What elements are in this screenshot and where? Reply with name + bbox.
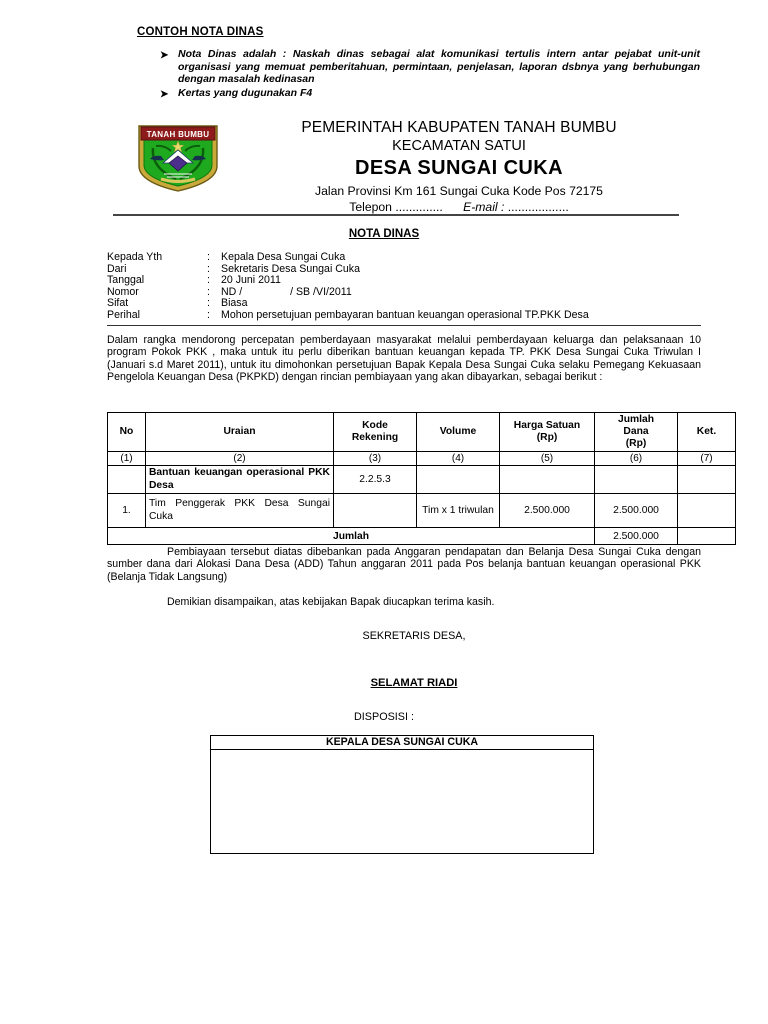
list-item xyxy=(160,48,700,86)
col-header-line2: (Rp) xyxy=(536,432,558,443)
disposisi-label: DISPOSISI : xyxy=(354,711,414,723)
email-dots: .................. xyxy=(507,200,569,214)
body-paragraph-2: Pembiayaan tersebut diatas dibebankan pada Anggaran pendapatan dan Belanja Desa Sungai Cuka dengan sumber dana dari Alokasi Dana Desa (ADD) Tahun anggaran 2011 pada Pos belanja bantuan keuangan operasional PKK (Belanja Tidak Langsung) xyxy=(107,546,701,583)
total-value: 2.500.000 xyxy=(595,528,678,545)
cell-jumlah-dana xyxy=(595,466,678,494)
meta-label: Sifat xyxy=(107,297,129,310)
col-header-line1: No xyxy=(119,426,134,437)
nomor-prefix: ND / xyxy=(221,285,243,298)
disposisi-box-content[interactable] xyxy=(211,750,593,867)
signature-title: SEKRETARIS DESA, xyxy=(362,630,466,642)
col-number: (3) xyxy=(334,452,417,466)
total-ket xyxy=(678,528,736,545)
cell-uraian: Bantuan keuangan operasional PKK Desa xyxy=(146,466,334,494)
table-row xyxy=(108,494,736,528)
meta-label: Nomor xyxy=(107,285,139,298)
col-header-line1: Ket. xyxy=(696,426,717,437)
col-header-line3: (Rp) xyxy=(625,438,647,449)
col-number: (1) xyxy=(108,452,146,466)
list-item-label: Nota Dinas adalah : Naskah dinas sebagai alat komunikasi tertulis intern antar pejabat unit-unit organisasi yang memuat pemberitahuan, permintaan, penjelasan, laporan dsbnya yang berhubungan dengan masalah kedinasan xyxy=(178,48,700,86)
col-header-no xyxy=(108,413,146,452)
col-header-jumlah-dana xyxy=(595,413,678,452)
crest-svg xyxy=(131,122,225,194)
meta-divider xyxy=(107,325,701,326)
col-header-line1: Harga Satuan xyxy=(513,420,581,431)
list-item-label: Kertas yang dugunakan F4 xyxy=(178,86,313,99)
col-header-line2: Dana xyxy=(623,426,649,437)
tanah-bumbu-crest-logo xyxy=(131,122,225,194)
table-header-row xyxy=(108,413,736,452)
letterhead-divider xyxy=(113,214,679,216)
email-label: E-mail : xyxy=(463,200,505,214)
letterhead-line-village: DESA SUNGAI CUKA xyxy=(355,157,563,179)
cell-no xyxy=(108,466,146,494)
contoh-bullet-list xyxy=(160,48,700,102)
meta-value: Kepala Desa Sungai Cuka xyxy=(221,251,346,263)
body-paragraph-1: Dalam rangka mendorong percepatan pemberdayaan masyarakat melalui pemberdayaan keluarga dan pelaksanaan 10 program Pokok PKK , maka untuk itu perlu diberikan bantuan keuangan kepada TP. PKK Desa Sungai Cuka Triwulan I (Januari s.d Maret 2011), untuk itu dimohonkan persetujuan Bapak Kepala Desa Sungai Cuka selaku Pemegang Kekuasaan Pengelola Keuangan Desa (PKPKD) dengan rincian pembiayaan yang akan dibayarkan, sebagai berikut : xyxy=(107,334,701,384)
meta-label: Tanggal xyxy=(107,274,145,287)
rincian-table-wrapper xyxy=(107,412,735,545)
meta-label: Kepada Yth xyxy=(107,251,163,263)
meta-value: 20 Juni 2011 xyxy=(221,274,281,287)
col-number: (2) xyxy=(146,452,334,466)
meta-colon: : xyxy=(207,251,210,263)
col-header-ket xyxy=(678,413,736,452)
meta-row-nomor xyxy=(107,287,707,299)
meta-row-dari xyxy=(107,264,707,276)
cell-kode-rekening xyxy=(334,494,417,528)
col-header-line2: Rekening xyxy=(351,432,399,443)
phone-text: Telepon .............. xyxy=(349,200,443,214)
cell-no: 1. xyxy=(108,494,146,528)
cell-jumlah-dana: 2.500.000 xyxy=(595,494,678,528)
letterhead-line-contact xyxy=(225,199,693,215)
col-number: (4) xyxy=(417,452,500,466)
col-number: (5) xyxy=(500,452,595,466)
rincian-table xyxy=(107,412,736,545)
meta-colon: : xyxy=(207,274,210,287)
svg-text:TANAH BUMBU: TANAH BUMBU xyxy=(146,130,210,139)
arrow-bullet-icon: ➤ xyxy=(160,50,169,61)
col-header-line1: Volume xyxy=(439,426,477,437)
list-item xyxy=(160,87,700,101)
cell-kode-rekening: 2.2.5.3 xyxy=(334,466,417,494)
cell-uraian: Tim Penggerak PKK Desa Sungai Cuka xyxy=(146,494,334,528)
letterhead-line-district: KECAMATAN SATUI xyxy=(392,138,526,154)
meta-row-perihal xyxy=(107,310,707,322)
col-header-line1: Uraian xyxy=(223,426,256,437)
cell-volume: Tim x 1 triwulan xyxy=(417,494,500,528)
col-header-line1: Jumlah xyxy=(617,414,655,425)
meta-value: Mohon persetujuan pembayaran bantuan keuangan operasional TP.PKK Desa xyxy=(221,308,589,321)
letterhead-line-address: Jalan Provinsi Km 161 Sungai Cuka Kode Pos 72175 xyxy=(315,184,603,198)
meta-colon: : xyxy=(207,262,210,275)
disposisi-box-title: KEPALA DESA SUNGAI CUKA xyxy=(211,736,593,750)
nomor-suffix: / SB /VI/2011 xyxy=(290,285,352,298)
col-header-volume xyxy=(417,413,500,452)
meta-colon: : xyxy=(207,308,210,321)
meta-label: Perihal xyxy=(107,308,140,321)
meta-label: Dari xyxy=(107,262,127,275)
arrow-bullet-icon: ➤ xyxy=(160,88,169,100)
meta-row-kepada xyxy=(107,252,707,264)
meta-value xyxy=(221,287,707,299)
signature-name: SELAMAT RIADI xyxy=(370,677,458,689)
meta-value: Biasa xyxy=(221,297,248,310)
meta-value: Sekretaris Desa Sungai Cuka xyxy=(221,262,360,275)
meta-colon: : xyxy=(207,285,210,298)
table-total-row xyxy=(108,528,736,545)
cell-ket xyxy=(678,466,736,494)
contoh-heading: CONTOH NOTA DINAS xyxy=(137,26,264,38)
cell-harga-satuan xyxy=(500,466,595,494)
body-paragraph-3: Demikian disampaikan, atas kebijakan Bapak diucapkan terima kasih. xyxy=(167,596,495,608)
disposisi-box[interactable] xyxy=(210,735,594,854)
page-title: NOTA DINAS xyxy=(348,228,420,240)
letter-meta-list xyxy=(107,252,707,322)
col-header-harga-satuan xyxy=(500,413,595,452)
col-header-uraian xyxy=(146,413,334,452)
cell-volume xyxy=(417,466,500,494)
total-label: Jumlah xyxy=(108,528,595,545)
cell-ket xyxy=(678,494,736,528)
meta-row-tanggal xyxy=(107,275,707,287)
meta-colon: : xyxy=(207,297,210,310)
col-number: (7) xyxy=(678,452,736,466)
col-header-line1: Kode xyxy=(362,420,388,431)
letterhead-text xyxy=(225,118,693,215)
table-row xyxy=(108,466,736,494)
letterhead-line-government: PEMERINTAH KABUPATEN TANAH BUMBU xyxy=(301,119,617,136)
col-header-kode-rekening xyxy=(334,413,417,452)
table-column-number-row xyxy=(108,452,736,466)
col-number: (6) xyxy=(595,452,678,466)
cell-harga-satuan: 2.500.000 xyxy=(500,494,595,528)
